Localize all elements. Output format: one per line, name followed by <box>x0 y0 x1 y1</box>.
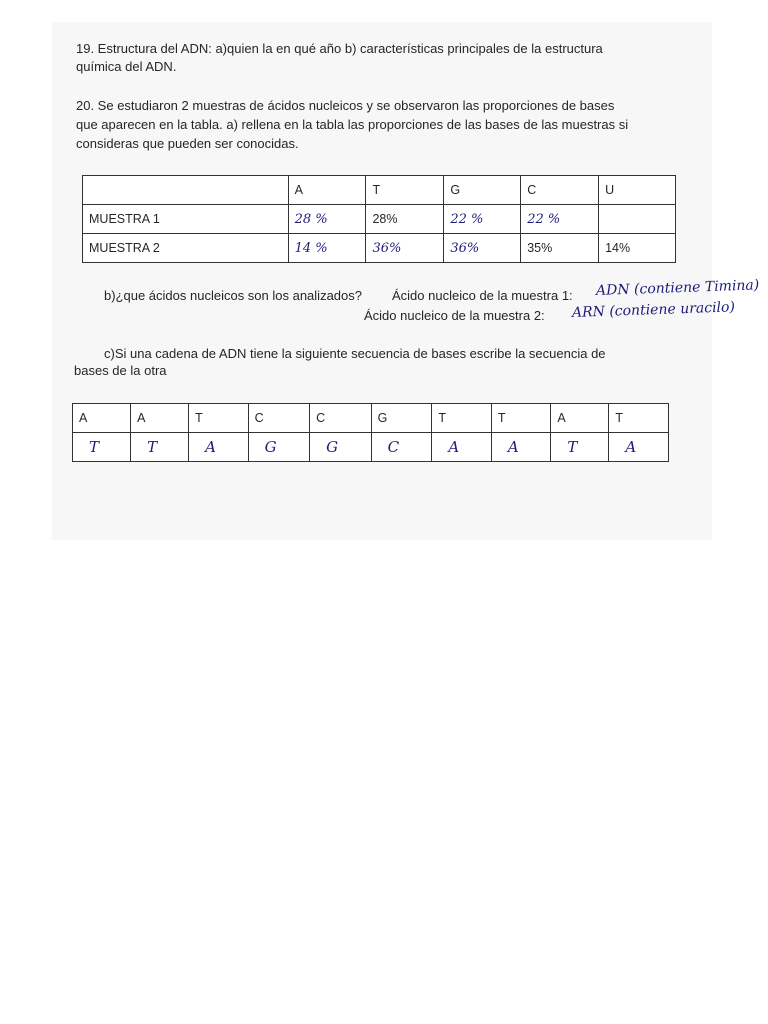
handwritten-cell: 36% <box>444 234 521 263</box>
handwritten-cell: 28 % <box>288 205 366 234</box>
table-row <box>83 205 676 234</box>
qb-label2: Ácido nucleico de la muestra 2: <box>364 308 545 323</box>
table-header-cell: T <box>366 176 444 205</box>
table-header-cell: U <box>599 176 676 205</box>
q19-line1: 19. Estructura del ADN: a)quien la en qué año b) características principales de la estructura <box>76 41 603 56</box>
proportions-table <box>82 175 676 263</box>
handwritten-base: A <box>189 433 249 462</box>
q20-line1: 20. Se estudiaron 2 muestras de ácidos nucleicos y se observaron las proporciones de bases <box>76 98 615 113</box>
qc-line1: c)Si una cadena de ADN tiene la siguiente secuencia de bases escribe la secuencia de <box>104 346 606 361</box>
dna-sequence-table <box>72 403 669 462</box>
table-cell: 28% <box>366 205 444 234</box>
table-cell <box>599 205 676 234</box>
handwritten-base: G <box>310 433 372 462</box>
sequence-cell: G <box>371 404 432 433</box>
handwritten-cell: 36% <box>366 234 444 263</box>
table-header-cell: G <box>444 176 521 205</box>
handwritten-base: A <box>491 433 551 462</box>
handwritten-base: A <box>609 433 669 462</box>
handwritten-base: C <box>371 433 432 462</box>
handwritten-base: T <box>73 433 131 462</box>
handwritten-answer-1: ADN (contiene Timina) <box>595 277 760 299</box>
handwritten-base: T <box>131 433 189 462</box>
q20-line3: consideras que pueden ser conocidas. <box>76 136 299 151</box>
handwritten-cell: 22 % <box>521 205 599 234</box>
handwritten-base: G <box>248 433 310 462</box>
handwritten-cell: 14 % <box>288 234 366 263</box>
qc-line2: bases de la otra <box>74 363 167 378</box>
table-header-cell <box>83 176 289 205</box>
q19-line2: química del ADN. <box>76 59 177 74</box>
qb-label1: Ácido nucleico de la muestra 1: <box>392 288 573 303</box>
sequence-cell: T <box>609 404 669 433</box>
sequence-cell: A <box>551 404 609 433</box>
sequence-cell: T <box>189 404 249 433</box>
sequence-cell: T <box>491 404 551 433</box>
sequence-cell: T <box>432 404 492 433</box>
table-header-row <box>83 176 676 205</box>
qb-question: b)¿que ácidos nucleicos son los analizados? <box>104 288 362 303</box>
sequence-cell: C <box>310 404 372 433</box>
sequence-row-answer <box>73 433 669 462</box>
q20-line2: que aparecen en la tabla. a) rellena en la tabla las proporciones de las bases de las muestras si <box>76 117 629 132</box>
row-label: MUESTRA 2 <box>83 234 289 263</box>
table-row <box>83 234 676 263</box>
sequence-cell: A <box>131 404 189 433</box>
handwritten-cell: 22 % <box>444 205 521 234</box>
sequence-cell: A <box>73 404 131 433</box>
table-cell: 35% <box>521 234 599 263</box>
table-header-cell: C <box>521 176 599 205</box>
row-label: MUESTRA 1 <box>83 205 289 234</box>
sequence-cell: C <box>248 404 310 433</box>
sequence-row-given <box>73 404 669 433</box>
handwritten-answer-2: ARN (contiene uracilo) <box>571 299 736 321</box>
handwritten-base: A <box>432 433 492 462</box>
table-header-cell: A <box>288 176 366 205</box>
handwritten-base: T <box>551 433 609 462</box>
table-cell: 14% <box>599 234 676 263</box>
